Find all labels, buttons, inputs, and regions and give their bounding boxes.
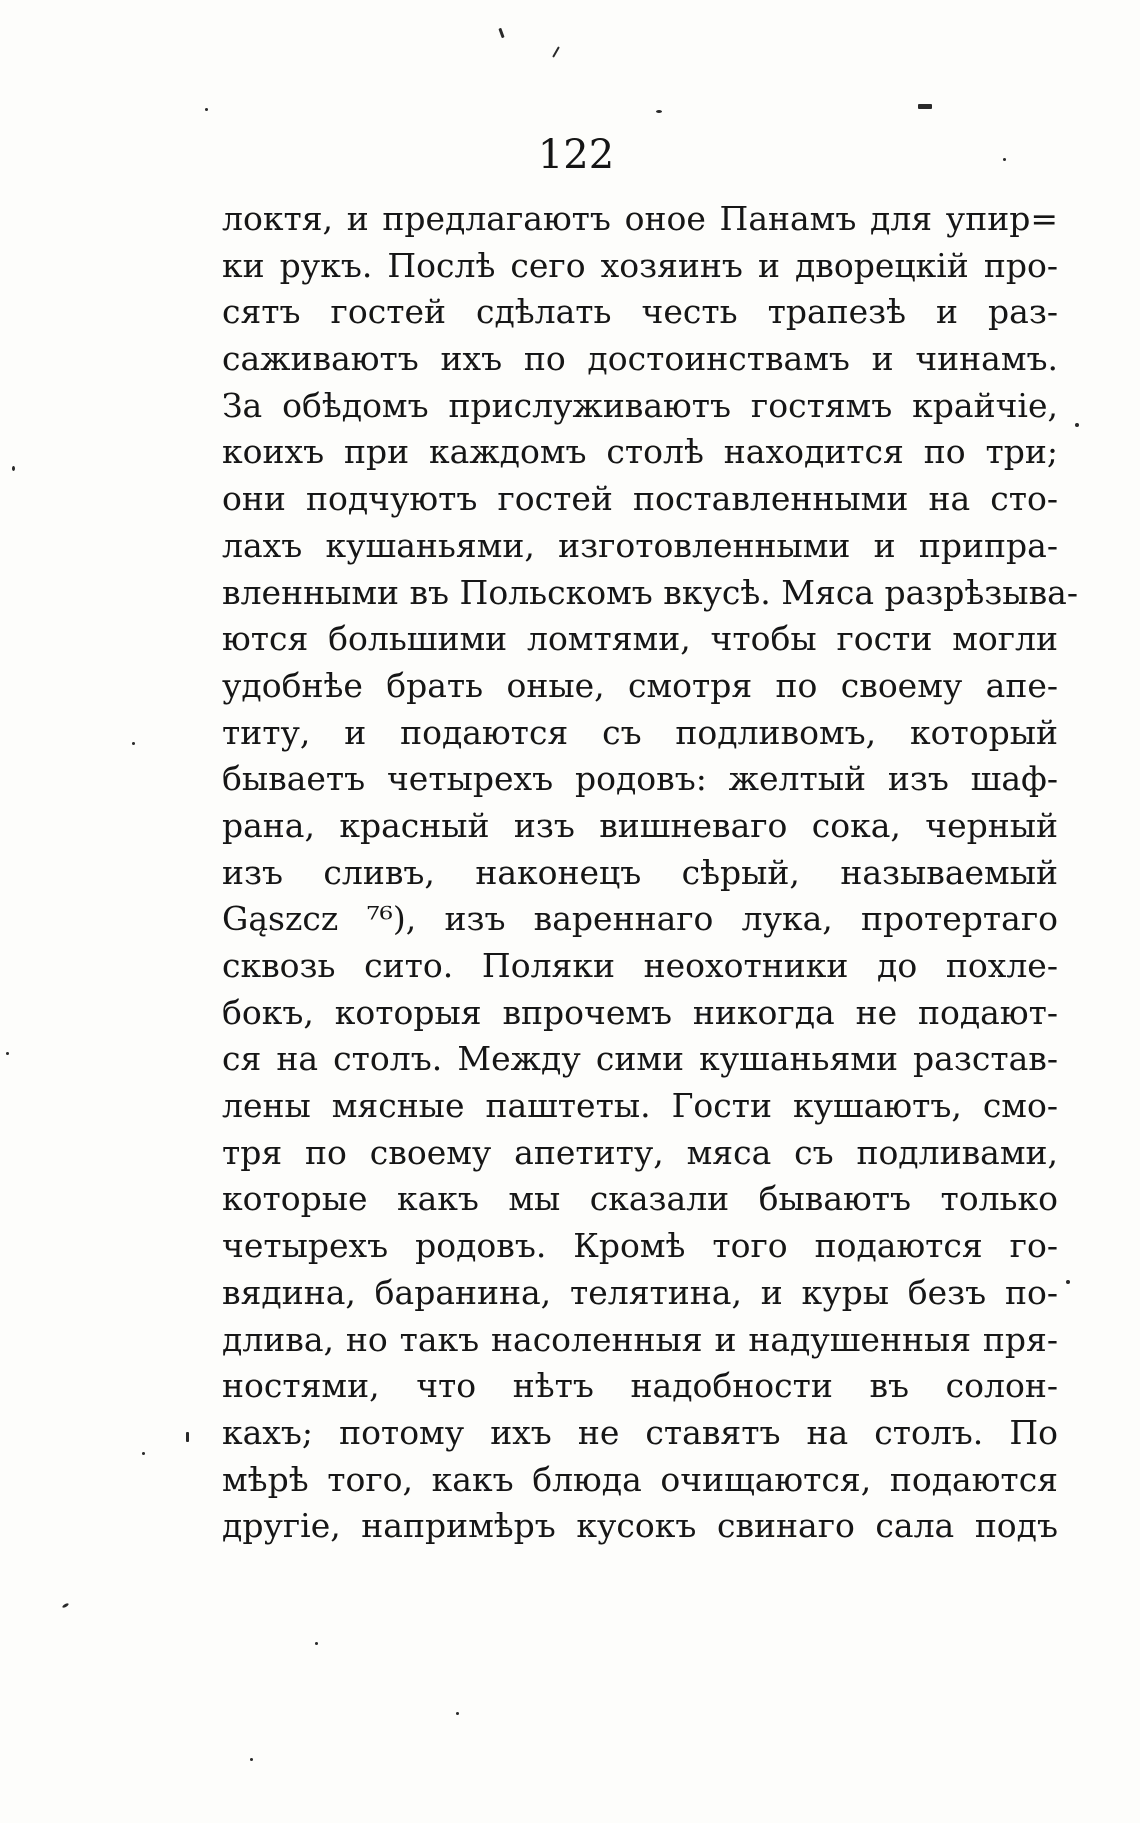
text-line: За обѣдомъ прислуживаютъ гостямъ крайчіе, xyxy=(222,385,1058,425)
body-text xyxy=(222,196,1078,1550)
scan-speck xyxy=(250,1758,253,1761)
scan-speck xyxy=(12,466,15,471)
text-line: вядина, баранина, телятина, и куры безъ по- xyxy=(222,1272,1058,1312)
scan-speck xyxy=(6,1052,9,1055)
text-line: мѣрѣ того, какъ блюда очищаются, подаются xyxy=(222,1459,1058,1499)
scan-speck xyxy=(186,1432,189,1442)
text-line: кахъ; потому ихъ не ставятъ на столъ. По xyxy=(222,1412,1058,1452)
scan-speck xyxy=(132,742,135,745)
text-line: ностями, что нѣтъ надобности въ солон- xyxy=(222,1366,1058,1406)
scan-speck xyxy=(498,28,504,38)
scan-speck xyxy=(142,1452,145,1455)
text-line: саживаютъ ихъ по достоинствамъ и чинамъ. xyxy=(222,339,1058,379)
text-line: длива, но такъ насоленныя и надушенныя пря- xyxy=(222,1319,1058,1359)
text-line: локтя, и предлагаютъ оное Панамъ для упир= xyxy=(222,199,1058,238)
scan-speck xyxy=(552,46,560,57)
scan-speck xyxy=(656,110,662,113)
text-line: сятъ гостей сдѣлать честь трапезѣ и раз- xyxy=(222,292,1058,332)
text-line: бываетъ четырехъ родовъ: желтый изъ шаф- xyxy=(222,759,1058,799)
text-line: четырехъ родовъ. Кромѣ того подаются го- xyxy=(222,1226,1058,1266)
text-line: изъ сливъ, наконецъ сѣрый, называемый xyxy=(222,852,1058,892)
text-line: бокъ, которыя впрочемъ никогда не подают- xyxy=(222,992,1058,1032)
text-line: другіе, напримѣръ кусокъ свинаго сала подъ xyxy=(222,1506,1058,1546)
scan-speck xyxy=(456,1712,459,1715)
text-line: ки рукъ. Послѣ сего хозяинъ и дворецкій про- xyxy=(222,245,1058,285)
text-line: ются большими ломтями, чтобы гости могли xyxy=(222,619,1058,659)
scan-speck xyxy=(205,108,208,111)
scan-speck xyxy=(918,104,932,109)
text-line: тря по своему апетиту, мяса съ подливами, xyxy=(222,1132,1058,1172)
text-line: рана, красный изъ вишневаго сока, черный xyxy=(222,805,1058,845)
text-line: удобнѣе брать оные, смотря по своему апе- xyxy=(222,665,1058,705)
page-number: 122 xyxy=(537,132,615,178)
text-line: титу, и подаются съ подливомъ, который xyxy=(222,712,1058,752)
scan-speck xyxy=(1066,1280,1070,1284)
scan-speck xyxy=(315,1642,318,1645)
text-line: которые какъ мы сказали бываютъ только xyxy=(222,1179,1058,1219)
text-line: Gąszcz ⁷⁶), изъ вареннаго лука, протертаго xyxy=(222,899,1058,939)
text-line: сквозь сито. Поляки неохотники до похле- xyxy=(222,946,1058,985)
text-line: они подчуютъ гостей поставленными на сто- xyxy=(222,479,1058,519)
scan-speck xyxy=(1075,423,1079,427)
text-line: коихъ при каждомъ столѣ находится по три; xyxy=(222,432,1058,472)
text-line: вленными въ Польскомъ вкусѣ. Мяса разрѣзыва- xyxy=(222,572,1078,612)
scan-speck xyxy=(1003,158,1006,161)
text-line: лены мясные паштеты. Гости кушаютъ, смо- xyxy=(222,1086,1058,1126)
text-line: ся на столъ. Между сими кушаньями разстав- xyxy=(222,1039,1058,1079)
scan-speck xyxy=(62,1602,70,1608)
text-line: лахъ кушаньями, изготовленными и припра- xyxy=(222,525,1058,565)
